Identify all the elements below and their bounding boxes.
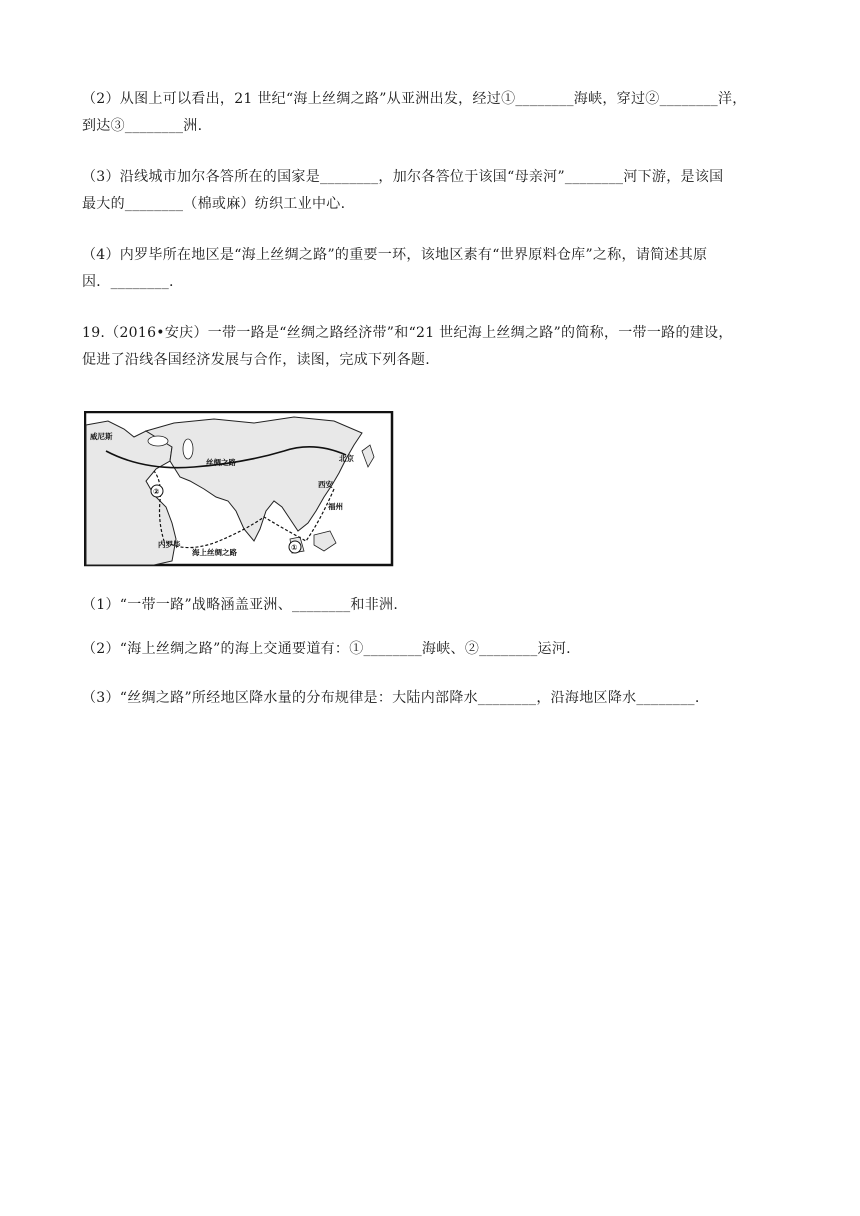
question-18-2-line1: （2）从图上可以看出，21 世纪“海上丝绸之路”从亚洲出发，经过①________海峡，穿过②________洋， xyxy=(82,91,747,107)
map-label-nairobi: 内罗毕 xyxy=(158,540,181,549)
question-19-2 xyxy=(82,636,782,663)
question-19-3 xyxy=(82,685,782,712)
map-marker-2-text: ② xyxy=(153,487,160,496)
map-label-xian: 西安 xyxy=(318,480,333,489)
question-18-4-line1: （4）内罗毕所在地区是“海上丝绸之路”的重要一环，该地区素有“世界原料仓库”之称，请简述其原 xyxy=(82,247,708,263)
question-18-4-line2: 因．________. xyxy=(82,274,174,290)
map-marker-1-text: ① xyxy=(291,543,298,552)
map-sea-caspian xyxy=(183,439,193,459)
map-label-maritime-silk-road: 海上丝绸之路 xyxy=(192,548,237,557)
map-label-venice: 威尼斯 xyxy=(90,432,113,441)
question-19-1-text: （1）“一带一路”战略涵盖亚洲、________和非洲. xyxy=(82,597,399,613)
silk-road-map-svg xyxy=(84,411,394,567)
silk-road-map xyxy=(84,411,394,567)
question-19-2-text: （2）“海上丝绸之路”的海上交通要道有：①________海峡、②________运河. xyxy=(82,641,571,657)
question-19-intro-line1: 19.（2016•安庆）一带一路是“丝绸之路经济带”和“21 世纪海上丝绸之路”的简称，一带一路的建设， xyxy=(82,325,733,341)
question-19-3-text: （3）“丝绸之路”所经地区降水量的分布规律是：大陆内部降水________，沿海地区降水________. xyxy=(82,690,700,706)
question-19-intro-line2: 促进了沿线各国经济发展与合作，读图，完成下列各题. xyxy=(82,352,430,368)
question-18-2-line2: 到达③________洲. xyxy=(82,118,203,134)
question-18-4 xyxy=(82,242,782,296)
question-19-1 xyxy=(82,592,782,619)
question-19-intro xyxy=(82,320,782,374)
question-18-2 xyxy=(82,86,782,140)
map-label-beijing: 北京 xyxy=(339,454,354,463)
question-18-3 xyxy=(82,164,782,218)
question-18-3-line1: （3）沿线城市加尔各答所在的国家是________，加尔各答位于该国“母亲河”________河下游，是该国 xyxy=(82,169,724,185)
map-sea-black xyxy=(148,436,168,446)
map-label-silk-road: 丝绸之路 xyxy=(206,458,236,467)
question-18-3-line2: 最大的________（棉或麻）纺织工业中心. xyxy=(82,196,346,212)
map-label-fuzhou: 福州 xyxy=(328,502,343,511)
